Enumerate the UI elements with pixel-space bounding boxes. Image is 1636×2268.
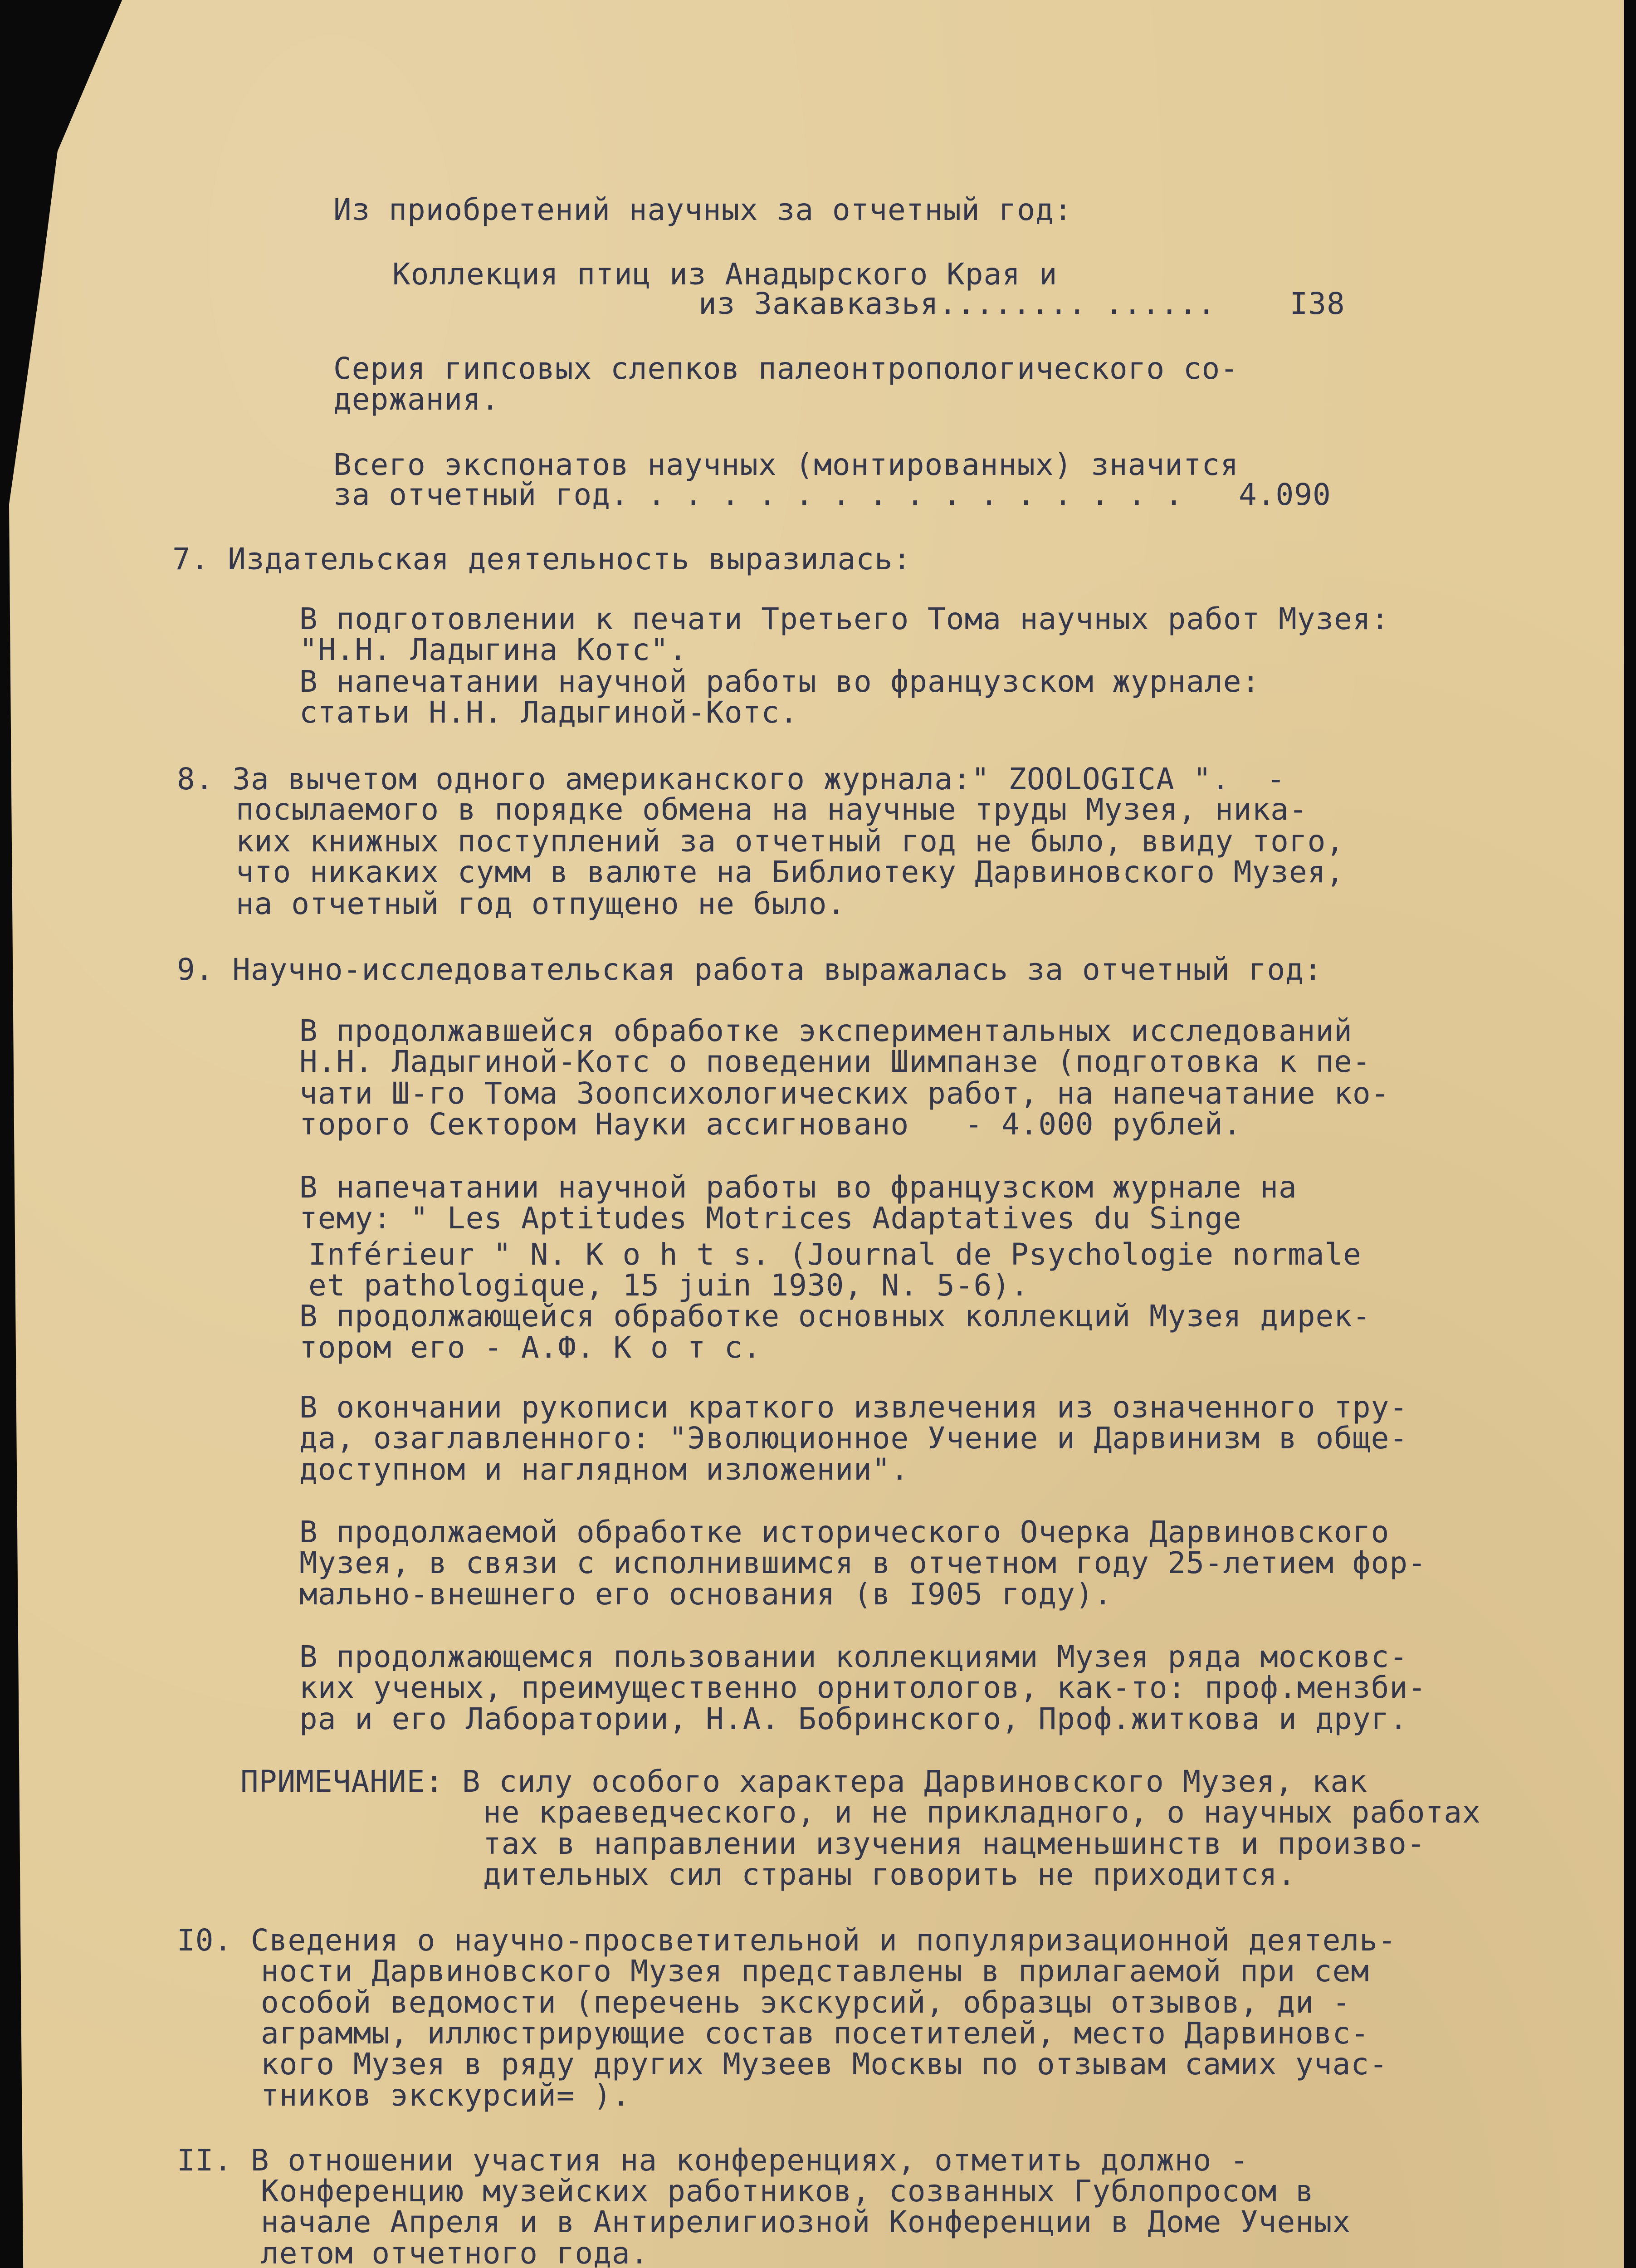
note-paragraph-first-line: ПРИМЕЧАНИЕ: В силу особого характера Дарвиновского Музея, как bbox=[240, 1764, 1367, 1799]
text-line: Из приобретений научных за отчетный год: bbox=[333, 192, 1073, 227]
text-line: В продолжавшейся обработке экспериментальных исследований bbox=[299, 1013, 1353, 1048]
text-line: на отчетный год отпущено не было. bbox=[236, 886, 846, 921]
section-heading: II. В отношении участия на конференциях, отметить должно - bbox=[177, 2143, 1249, 2178]
text-line: ра и его Лаборатории, Н.А. Бобринского, Проф.житкова и друг. bbox=[299, 1701, 1408, 1736]
section-heading: 7. Издательская деятельность выразилась: bbox=[172, 542, 912, 577]
text-line: дительных сил страны говорить не приходится. bbox=[483, 1857, 1296, 1892]
text-line: В продолжающейся обработке основных коллекций Музея дирек- bbox=[299, 1299, 1371, 1334]
text-line: кого Музея в ряду других Музеев Москвы по отзывам самих учас- bbox=[261, 2047, 1388, 2082]
text-line: летом отчетного года. bbox=[261, 2236, 649, 2268]
text-line: мально-внешнего его основания (в I905 году). bbox=[299, 1577, 1113, 1612]
text-line: В напечатании научной работы во французском журнале на bbox=[299, 1170, 1297, 1205]
text-line: В напечатании научной работы во французском журнале: bbox=[299, 664, 1260, 699]
text-line: чати Ш-го Тома Зоопсихологических работ, на напечатание ко- bbox=[299, 1076, 1390, 1111]
text-line: et pathologique, 15 juin 1930, N. 5-6). bbox=[308, 1268, 1029, 1303]
text-line: особой ведомости (перечень экскурсий, образцы отзывов, ди - bbox=[261, 1985, 1351, 2020]
text-line: Конференцию музейских работников, созванных Гублопросом в bbox=[261, 2174, 1314, 2209]
text-line: не краеведческого, и не прикладного, о научных работах bbox=[483, 1795, 1481, 1830]
text-line: да, озаглавленного: "Эволюционное Учение и Дарвинизм в обще- bbox=[299, 1421, 1408, 1456]
text-line: В подготовлении к печати Третьего Тома научных работ Музея: bbox=[299, 601, 1390, 636]
text-line: Коллекция птиц из Анадырского Края и bbox=[392, 257, 1058, 292]
text-line: посылаемого в порядке обмена на научные труды Музея, ника- bbox=[236, 792, 1308, 827]
text-line: тором его - А.Ф. К о т с. bbox=[299, 1330, 762, 1365]
text-line: начале Апреля и в Антирелигиозной Конференции в Доме Ученых bbox=[261, 2204, 1351, 2239]
section-heading: 9. Научно-исследовательская работа выражалась за отчетный год: bbox=[177, 952, 1323, 987]
section-heading: I0. Сведения о научно-просветительной и популяризационной деятель- bbox=[177, 1923, 1397, 1958]
text-line: В окончании рукописи краткого извлечения из означенного тру- bbox=[299, 1390, 1408, 1425]
text-line: Всего экспонатов научных (монтированных) значится bbox=[333, 447, 1239, 482]
text-line: Inférieur " N. K o h t s. (Journal de Psychologie normale bbox=[308, 1237, 1362, 1272]
section-heading: 8. За вычетом одного американского журнала:" ZOOLOGICA ". - bbox=[177, 762, 1286, 797]
text-line: что никаких сумм в валюте на Библиотеку Дарвиновского Музея, bbox=[236, 855, 1345, 890]
text-line: Серия гипсовых слепков палеонтропологического со- bbox=[333, 351, 1239, 386]
text-line: тему: " Les Aptitudes Motrices Adaptatives du Singe bbox=[299, 1201, 1242, 1236]
text-line: доступном и наглядном изложении". bbox=[299, 1452, 909, 1487]
text-line: держания. bbox=[333, 382, 500, 417]
text-line: ких книжных поступлений за отчетный год не было, ввиду того, bbox=[236, 824, 1345, 859]
text-line: статьи Н.Н. Ладыгиной-Котс. bbox=[299, 695, 798, 730]
text-line: В продолжающемся пользовании коллекциями Музея ряда московс- bbox=[299, 1639, 1408, 1674]
text-line: ких ученых, преимущественно орнитологов, как-то: проф.мензби- bbox=[299, 1670, 1426, 1705]
text-line: Н.Н. Ладыгиной-Котс о поведении Шимпанзе (подготовка к пе- bbox=[299, 1044, 1371, 1079]
text-line: ности Дарвиновского Музея представлены в прилагаемой при сем bbox=[261, 1954, 1370, 1989]
text-line: торого Сектором Науки ассигновано - 4.000 рублей. bbox=[299, 1107, 1242, 1142]
text-line: за отчетный год. . . . . . . . . . . . . . . . 4.090 bbox=[333, 477, 1331, 512]
text-line: тников экскурсий= ). bbox=[261, 2078, 630, 2113]
text-line: Музея, в связи с исполнившимся в отчетном году 25-летием фор- bbox=[299, 1545, 1426, 1580]
text-line: аграммы, иллюстрирующие состав посетителей, место Дарвиновс- bbox=[261, 2016, 1370, 2051]
text-line: "Н.Н. Ладыгина Котс". bbox=[299, 632, 688, 667]
text-line: тах в направлении изучения нацменьшинств и произво- bbox=[483, 1826, 1426, 1861]
text-line: из Закавказья........ ...... I38 bbox=[698, 286, 1345, 321]
text-line: В продолжаемой обработке исторического Очерка Дарвиновского bbox=[299, 1515, 1390, 1549]
